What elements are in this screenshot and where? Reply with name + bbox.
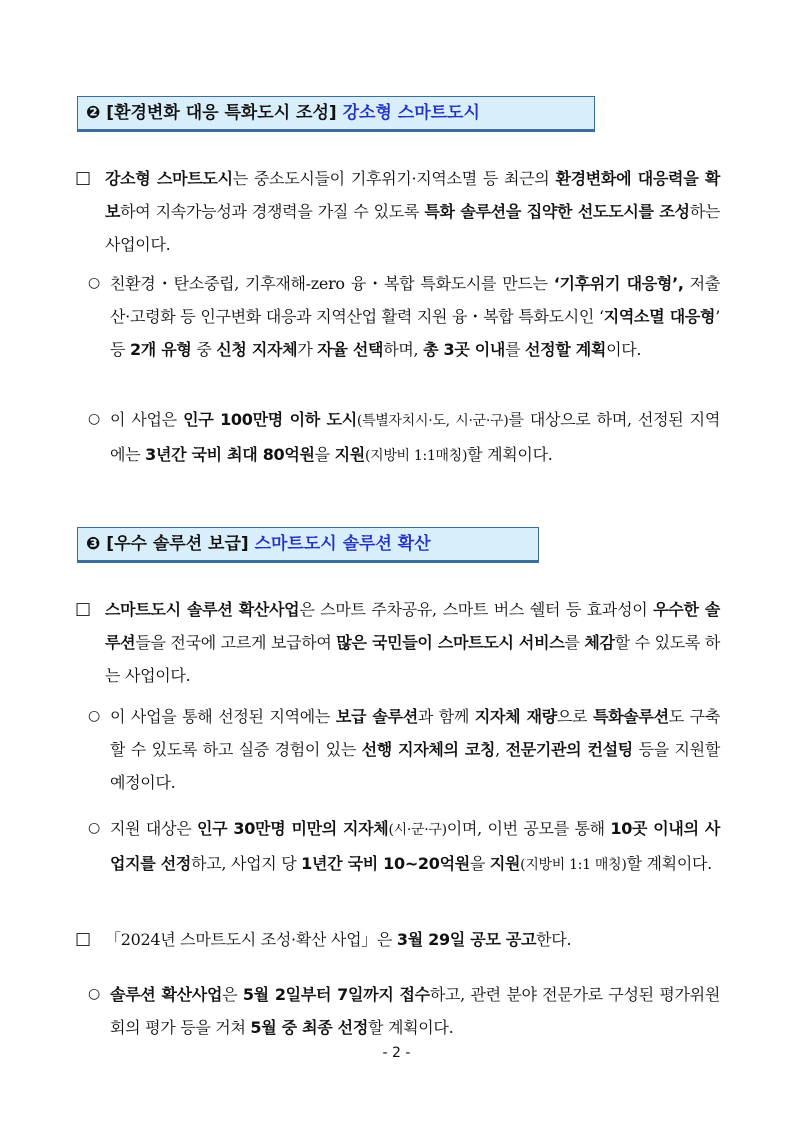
emphasis: 선정할 계획 [525, 340, 607, 359]
section3-sub3 [110, 978, 720, 1044]
emphasis: 신청 지자체 [216, 340, 298, 359]
text: 으로 [556, 707, 593, 726]
emphasis: 3년간 국비 최대 80억원 [145, 445, 315, 464]
section3-header [77, 527, 539, 563]
circle-bullet-marker: ○ [88, 986, 101, 1002]
circle-bullet-marker: ○ [88, 275, 101, 291]
emphasis: 10곳 이내의 사업지를 선정 [110, 819, 720, 873]
emphasis: 자율 선택 [317, 340, 384, 359]
square-bullet-marker: □ [75, 929, 92, 949]
emphasis: 총 3곳 이내 [423, 340, 506, 359]
text: 등을 지원할 예정이다. [110, 740, 720, 792]
emphasis: 5월 2일부터 7일까지 접수 [242, 985, 430, 1004]
text: 하여 지속가능성과 경쟁력을 가질 수 있도록 [120, 202, 425, 221]
text: 을 [469, 854, 490, 873]
emphasis: 보급 솔루션 [335, 707, 418, 726]
emphasis: 선행 지자체의 코칭 [361, 740, 496, 759]
section3-header-title: 스마트도시 솔루션 확산 [254, 534, 431, 554]
text: 들을 전국에 고르게 보급하여 [135, 633, 337, 652]
emphasis: ‘기후위기 대응형’, [553, 274, 684, 293]
emphasis: 우수한 솔루션 [105, 600, 720, 652]
emphasis: 스마트도시 솔루션 확산사업 [105, 600, 300, 619]
text: 를 [505, 340, 526, 359]
emphasis: 지자체 재량 [474, 707, 557, 726]
section3-header-prefix: ❸ [우수 솔루션 보급] [86, 534, 249, 554]
text: 이다. [606, 340, 642, 359]
text: 이 사업을 통해 선정된 지역에는 [110, 707, 336, 726]
text: 하고, 관련 분야 전문가로 구성된 평가위원회의 평가 등을 거쳐 [110, 985, 720, 1037]
circle-bullet-marker: ○ [88, 820, 101, 836]
emphasis: 전문기관의 컨설팅 [505, 740, 633, 759]
section3-bullet1 [105, 593, 720, 692]
note: (지방비 1:1 매칭) [520, 857, 627, 873]
text: 「2024년 스마트도시 조성·확산 사업」은 [105, 930, 397, 949]
emphasis: 솔루션 확산사업 [110, 985, 223, 1004]
text: 은 스마트 주차공유, 스마트 버스 쉘터 등 효과성이 [299, 600, 654, 619]
square-bullet-marker: □ [75, 599, 92, 619]
text: 할 계획이다. [626, 854, 712, 873]
text: 를 대상으로 하며, 선정된 지역에는 [110, 410, 720, 464]
section2-sub2 [110, 403, 720, 473]
section2-bullet1 [105, 162, 720, 261]
text: 이며, 이번 공모를 통해 [446, 819, 611, 838]
emphasis: 지원 [334, 445, 365, 464]
square-bullet-marker: □ [75, 168, 92, 188]
note: (특별자치시·도, 시·군·구) [356, 413, 509, 429]
section2-header-title: 강소형 스마트도시 [342, 103, 480, 123]
text: 친환경・탄소중립, 기후재해-zero 융・복합 특화도시를 만드는 [110, 274, 554, 293]
emphasis: 2개 유형 [129, 340, 192, 359]
emphasis: 강소형 스마트도시 [105, 169, 233, 188]
emphasis: 3월 29일 공모 공고 [396, 930, 537, 949]
note: (지방비 1:1매칭) [364, 448, 468, 464]
emphasis: 특화솔루션 [592, 707, 669, 726]
emphasis: 많은 국민들이 스마트도시 서비스 [336, 633, 565, 652]
emphasis: 인구 30만명 미만의 지자체 [196, 819, 389, 838]
text: 할 계획이다. [368, 1018, 454, 1037]
text: 과 함께 [417, 707, 475, 726]
text: 할 계획이다. [467, 445, 553, 464]
text: 는 중소도시들이 기후위기·지역소멸 등 최근의 [232, 169, 556, 188]
text: 중 [191, 340, 217, 359]
circle-bullet-marker: ○ [88, 708, 101, 724]
text: 하고, 사업지 당 [191, 854, 302, 873]
emphasis: 1년간 국비 10~20억원 [301, 854, 470, 873]
section3-sub2 [110, 812, 720, 882]
text: 을 [314, 445, 335, 464]
emphasis: 인구 100만명 이하 도시 [183, 410, 357, 429]
text: 한다. [536, 930, 572, 949]
emphasis: 체감 [584, 633, 615, 652]
page-number: - 2 - [382, 1045, 411, 1061]
text: 하며, [383, 340, 424, 359]
emphasis: 특화 솔루션을 집약한 선도도시를 조성 [424, 202, 690, 221]
section2-header-prefix: ❷ [환경변화 대응 특화도시 조성] [86, 103, 337, 123]
section2-sub1 [110, 267, 720, 366]
text: 할 수 있도록 하는 사업이다. [105, 633, 720, 685]
emphasis: 지원 [489, 854, 521, 873]
emphasis: 5월 중 최종 선정 [250, 1018, 368, 1037]
text: 은 [222, 985, 243, 1004]
text: 지원 대상은 [110, 819, 197, 838]
section3-bullet2 [105, 923, 720, 956]
text: ’ 등 [110, 307, 720, 359]
section3-sub1 [110, 700, 720, 799]
text: 이 사업은 [110, 410, 184, 429]
text: 저출산·고령화 등 인구변화 대응과 지역산업 활력 지원 융・복합 특화도시인 ‘ [110, 274, 720, 326]
section2-header [77, 96, 595, 132]
circle-bullet-marker: ○ [88, 411, 101, 427]
text: 도 구축할 수 있도록 하고 실증 경험이 있는 [110, 707, 720, 759]
emphasis: 지역소멸 대응형 [603, 307, 716, 326]
text: 를 [564, 633, 585, 652]
text: 하는 사업이다. [105, 202, 721, 254]
text: , [495, 740, 506, 759]
text: 가 [297, 340, 318, 359]
note: (시·군·구) [388, 822, 447, 838]
emphasis: 환경변화에 대응력을 확보 [105, 169, 720, 221]
